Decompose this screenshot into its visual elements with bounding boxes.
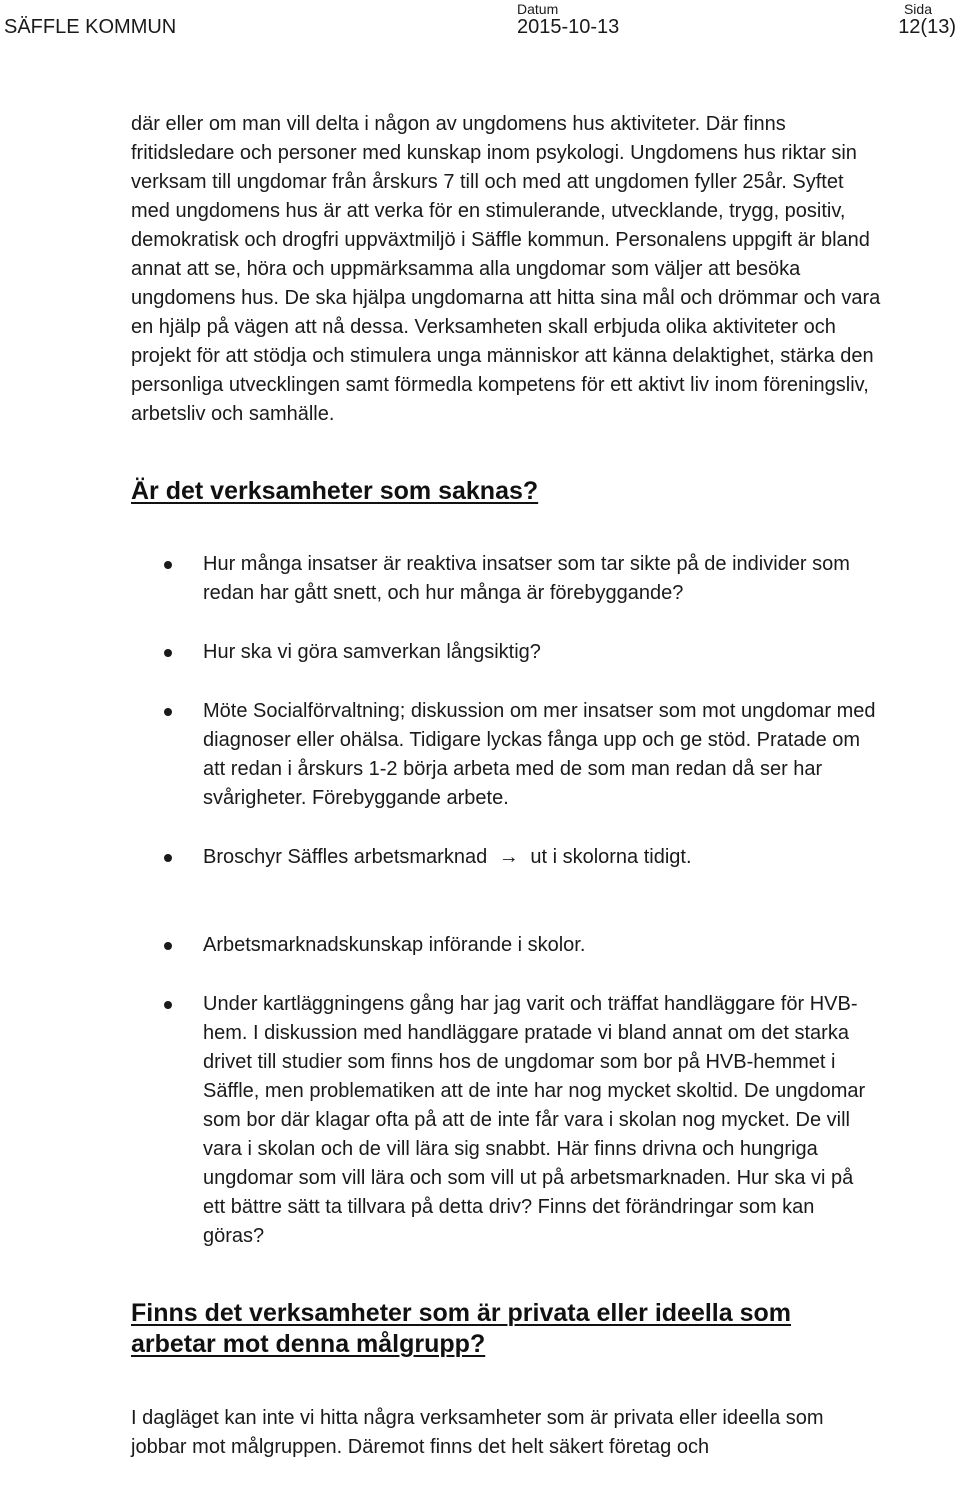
list-item [131, 931, 881, 960]
final-paragraph: I dagläget kan inte vi hitta några verksamheter som är privata eller ideella som jobbar mot målgruppen. Däremot finns det helt säkert företag och [131, 1407, 824, 1458]
bullet-icon [164, 942, 172, 950]
list-item [131, 697, 881, 813]
arrow-right-icon: → [498, 846, 519, 868]
bullet-icon [164, 561, 172, 569]
bullet-icon [164, 649, 172, 657]
list-item-text: Möte Socialförvaltning; diskussion om mer insatser som mot ungdomar med diagnoser eller ohälsa. Tidigare lyckas fånga upp och ge stöd. Pratade om att redan i årskurs 1-2 börja arbeta med de som man redan då ser har svårigheter. Förebyggande arbete. [203, 700, 876, 809]
bullet-icon [164, 854, 172, 862]
list-item-text: Hur ska vi göra samverkan långsiktig? [203, 641, 541, 663]
bullet-icon [164, 708, 172, 716]
page-number: 12(13) [898, 16, 956, 38]
broschyr-text: Broschyr Säffles arbetsmarknad [203, 846, 488, 868]
date-label: Datum [517, 1, 559, 17]
list-item-text: Arbetsmarknadskunskap införande i skolor. [203, 934, 586, 956]
document-date: 2015-10-13 [517, 16, 620, 38]
broschyr-text-after: ut i skolorna tidigt. [530, 846, 692, 868]
list-item [131, 638, 881, 667]
list-item-text: Hur många insatser är reaktiva insatser som tar sikte på de individer som redan har gått snett, och hur många är förebyggande? [203, 553, 850, 604]
section-heading-missing-activities: Är det verksamheter som saknas? [131, 477, 539, 505]
list-item [131, 550, 881, 608]
section-heading-private-organizations: Finns det verksamheter som är privata eller ideella som arbetar mot denna målgrupp? [131, 1299, 792, 1358]
page-label: Sida [903, 1, 932, 17]
bullet-list [131, 550, 881, 1251]
list-item [131, 843, 881, 872]
document-body [131, 110, 881, 1462]
intro-paragraph: där eller om man vill delta i någon av ungdomens hus aktiviteter. Där finns fritidsledare och personer med kunskap inom psykologi. Ungdomens hus riktar sin verksam till ungdomar från årskurs 7 till och med att ungdomen fyller 25år. Syftet med ungdomens hus är att verka för en stimulerande, utvecklande, trygg, positiv, demokratisk och drogfri uppväxtmiljö i Säffle kommun. Personalens uppgift är bland annat att se, höra och uppmärksamma alla ungdomar som väljer att besöka ungdomens hus. De ska hjälpa ungdomarna att hitta sina mål och drömmar och vara en hjälp på vägen att nå dessa. Verksamheten skall erbjuda olika aktiviteter och projekt för att stödja och stimulera unga människor att känna delaktighet, stärka den personliga utvecklingen samt förmedla kompetens för ett aktivt liv inom föreningsliv, arbetsliv och samhälle. [131, 113, 881, 425]
bullet-icon [164, 1001, 172, 1009]
organization-name: SÄFFLE KOMMUN [4, 16, 177, 38]
list-item-text: Under kartläggningens gång har jag varit och träffat handläggare för HVB-hem. I diskussion med handläggare pratade vi bland annat om det starka drivet till studier som finns hos de ungdomar som bor på HVB-hemmet i Säffle, men problematiken att de inte har nog mycket skoltid. De ungdomar som bor där klagar ofta på att de inte får vara i skolan nog mycket. De vill vara i skolan och de vill lära sig snabbt. Här finns drivna och hungriga ungdomar som vill lära och som vill ut på arbetsmarknaden. Hur ska vi på ett bättre sätt ta tillvara på detta driv? Finns det förändringar som kan göras? [203, 993, 866, 1247]
page-header [0, 0, 960, 44]
list-item [131, 990, 881, 1251]
